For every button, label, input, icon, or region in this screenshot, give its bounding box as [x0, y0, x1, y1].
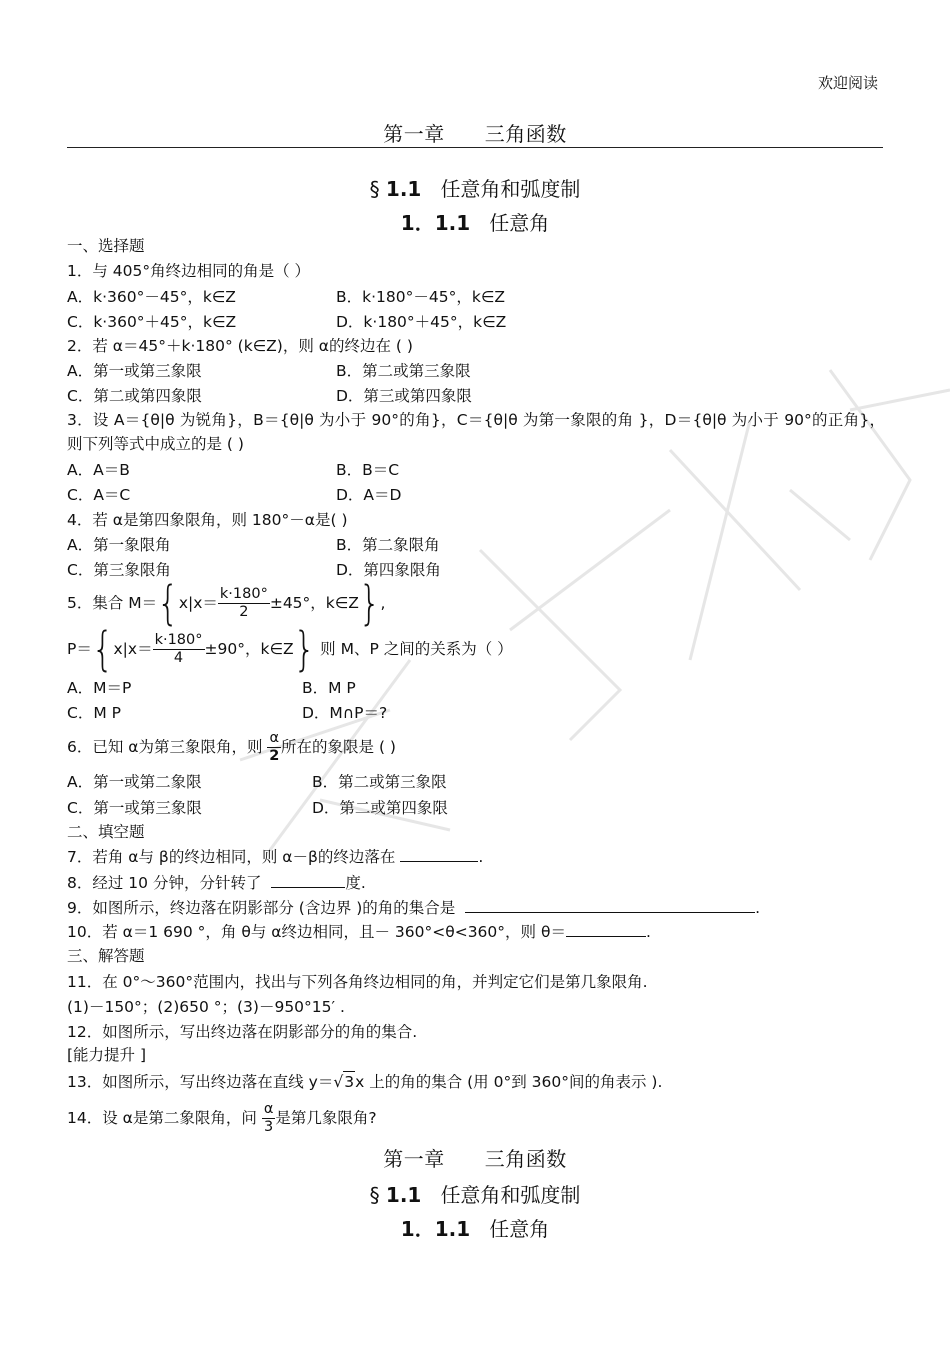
section-name: 任意角和弧度制 — [440, 177, 581, 201]
question-11: 11．在 0°～360°范围内，找出与下列各角终边相同的角，并判定它们是第几象限角. — [67, 973, 648, 991]
question-13: 13．如图所示，写出终边落在直线 y＝√3x 上的角的集合 (用 0°到 360°间的角表示 ). — [67, 1073, 663, 1091]
question-1: 1．与 405°角终边相同的角是（ ） — [67, 262, 311, 280]
q5-option-b: B．M P — [302, 679, 356, 697]
question-6: 6．已知 α为第三象限角，则 $\frac{\alpha}{2}$ 所在的象限是 ( ) — [67, 730, 396, 764]
question-3: 3．设 A＝{θ|θ 为锐角}，B＝{θ|θ 为小于 90°的角}，C＝{θ|θ 为第一象限的角 }，D＝{θ|θ 为小于 90°的正角}，则下列等式中成立的是 ( ) — [67, 411, 885, 453]
q6-fraction: $\frac{\alpha}{2}$ — [269, 730, 280, 764]
question-5-set-m: 5．集合 M＝{x|x＝ $\frac{k\cdot 180^\circ}{2}$ ±45°，k∈Z}, — [67, 576, 386, 631]
q5-stem: 则 M、P 之间的关系为（ ） — [320, 640, 513, 658]
question-9: 9．如图所示，终边落在阴影部分 (含边界 )的角的集合是 . — [67, 899, 761, 917]
q6-option-d: D．第二或第四象限 — [312, 799, 448, 817]
subsection-number: 1．1.1 — [400, 211, 471, 235]
q3-option-a: A．A＝B — [67, 461, 130, 479]
question-12: 12．如图所示，写出终边落在阴影部分的角的集合. — [67, 1023, 418, 1041]
q8-answer-blank[interactable] — [271, 873, 345, 888]
part-heading-fill: 二、填空题 — [67, 823, 145, 841]
question-8: 8．经过 10 分钟，分针转了 度. — [67, 874, 366, 892]
q13-radicand: 3 — [344, 1073, 355, 1091]
q2-option-d: D．第三或第四象限 — [336, 387, 472, 405]
question-14: 14．设 α是第二象限角，问 $\frac{\alpha}{3}$ 是第几象限角? — [67, 1101, 377, 1135]
q5-option-c: C．M P — [67, 704, 121, 722]
left-brace-icon: { — [157, 576, 179, 631]
q2-option-b: B．第二或第三象限 — [336, 362, 471, 380]
q4-option-b: B．第二象限角 — [336, 536, 440, 554]
q5-option-a: A．M＝P — [67, 679, 132, 697]
q5-m-tail: ±45°，k∈Z — [269, 594, 359, 612]
q1-option-b: B．k·180°－45°，k∈Z — [336, 288, 505, 306]
repeat-section-title: § 1.1 任意角和弧度制 — [369, 1183, 581, 1207]
repeat-chapter-title: 第一章 三角函数 — [383, 1147, 567, 1171]
q5-p-prefix: P＝ — [67, 640, 92, 658]
right-brace-icon: } — [293, 622, 316, 677]
q14-fraction: $\frac{\alpha}{3}$ — [263, 1101, 274, 1135]
q9-answer-blank[interactable] — [465, 898, 755, 913]
q4-option-a: A．第一象限角 — [67, 536, 171, 554]
part-heading-choice: 一、选择题 — [67, 237, 145, 255]
subsection-title — [0, 207, 950, 236]
q3-option-c: C．A＝C — [67, 486, 131, 504]
q6-option-b: B．第二或第三象限 — [312, 773, 447, 791]
q5-option-d: D．M∩P＝? — [302, 704, 388, 722]
chapter-name: 三角函数 — [484, 122, 567, 146]
q3-option-d: D．A＝D — [336, 486, 402, 504]
q5-p-set: x|x＝ — [113, 640, 153, 658]
q1-option-c: C．k·360°＋45°，k∈Z — [67, 313, 237, 331]
header-note: 欢迎阅读 — [817, 74, 878, 92]
question-7: 7．若角 α与 β的终边相同，则 α－β的终边落在 . — [67, 848, 484, 866]
part-heading-solve: 三、解答题 — [67, 947, 145, 965]
section-symbol: § — [369, 177, 380, 201]
left-brace-icon: { — [91, 622, 114, 677]
section-number: 1.1 — [385, 177, 422, 201]
question-4: 4．若 α是第四象限角，则 180°－α是( ) — [67, 511, 348, 529]
header-divider — [67, 147, 883, 148]
repeat-subsection-title: 1．1.1 任意角 — [400, 1217, 550, 1241]
q6-option-a: A．第一或第二象限 — [67, 773, 202, 791]
q7-answer-blank[interactable] — [400, 847, 478, 862]
right-brace-icon: } — [358, 576, 381, 631]
q2-option-a: A．第一或第三象限 — [67, 362, 202, 380]
subsection-name: 任意角 — [489, 211, 550, 235]
q5-m-fraction: $\frac{k\cdot 180^\circ}{2}$ — [219, 586, 268, 620]
q5-m-set: x|x＝ — [178, 594, 218, 612]
ability-heading: [能力提升 ] — [67, 1046, 147, 1064]
q5-p-fraction: $\frac{k\cdot 180^\circ}{4}$ — [154, 632, 203, 666]
q3-option-b: B．B＝C — [336, 461, 400, 479]
q10-answer-blank[interactable] — [566, 922, 646, 937]
q2-option-c: C．第二或第四象限 — [67, 387, 202, 405]
q6-option-c: C．第一或第三象限 — [67, 799, 202, 817]
q1-option-d: D．k·180°＋45°，k∈Z — [336, 313, 507, 331]
q4-option-d: D．第四象限角 — [336, 561, 441, 579]
q5-p-tail: ±90°，k∈Z — [204, 640, 294, 658]
question-10: 10．若 α＝1 690 °，角 θ与 α终边相同，且－ 360°<θ<360°，则 θ＝ . — [67, 923, 651, 941]
sqrt-icon: √ — [333, 1073, 344, 1091]
chapter-title — [0, 118, 950, 147]
question-11-parts: (1)－150°；(2)650 °；(3)－950°15′ . — [67, 998, 345, 1016]
section-title — [0, 173, 950, 202]
q4-option-c: C．第三象限角 — [67, 561, 171, 579]
question-2: 2．若 α＝45°＋k·180° (k∈Z)，则 α的终边在 ( ) — [67, 337, 413, 355]
q5-m-prefix: 5．集合 M＝ — [67, 594, 158, 612]
q1-option-a: A．k·360°－45°，k∈Z — [67, 288, 236, 306]
chapter-number: 第一章 — [383, 122, 445, 146]
question-5-set-p — [67, 622, 513, 677]
